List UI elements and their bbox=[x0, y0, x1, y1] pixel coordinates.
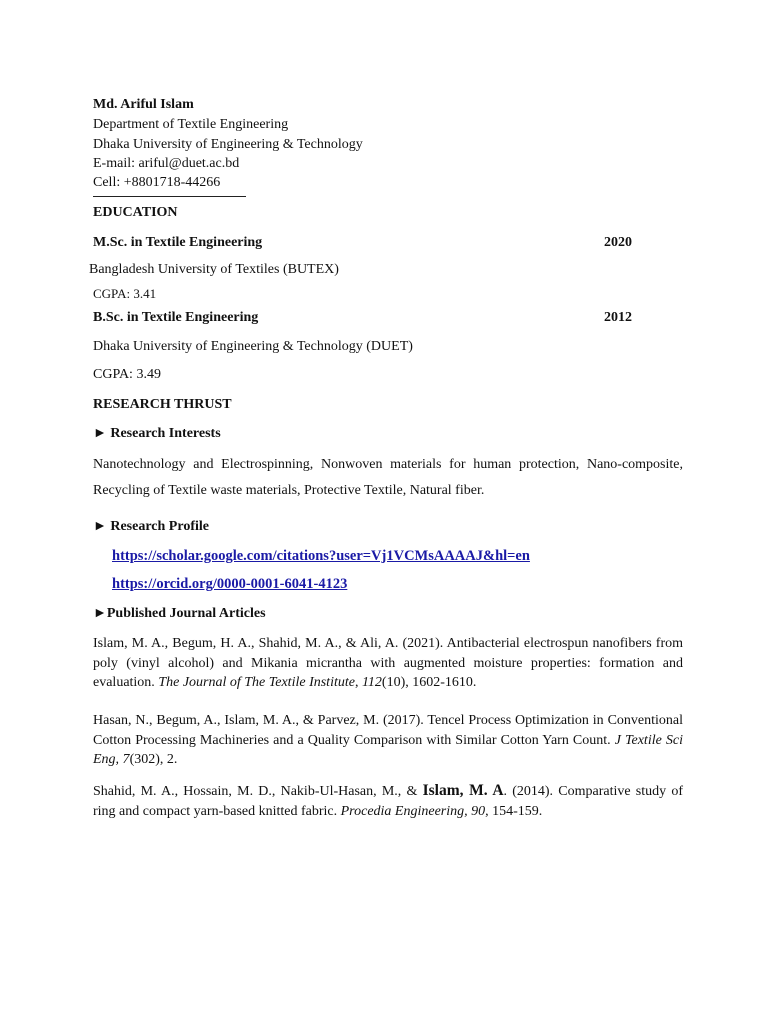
name-heading: Md. Ariful Islam bbox=[93, 97, 194, 112]
article-journal: The Journal of The Textile Institute bbox=[158, 675, 355, 690]
articles-heading: ►Published Journal Articles bbox=[93, 606, 266, 621]
research-profile-heading: ► Research Profile bbox=[93, 519, 209, 534]
university-text: Dhaka University of Engineering & Technology bbox=[93, 137, 363, 152]
article-journal: Procedia Engineering, 90 bbox=[340, 803, 486, 819]
article-pages: (302), 2. bbox=[129, 752, 178, 767]
article-entry bbox=[93, 634, 683, 693]
article-journal: J Textile Sci Eng, 7 bbox=[93, 732, 683, 767]
article-citation-rest: . (2014). Comparative study of ring and compact yarn-based knitted fabric. bbox=[93, 784, 683, 819]
orcid-link[interactable]: https://orcid.org/0000-0001-6041-4123 bbox=[112, 576, 348, 592]
department-text: Department of Textile Engineering bbox=[93, 117, 289, 132]
degree-year: 2012 bbox=[604, 310, 632, 325]
article-pages: (10), 1602-1610. bbox=[381, 675, 477, 690]
cell-text: Cell: +8801718-44266 bbox=[93, 175, 221, 190]
degree-cgpa: CGPA: 3.49 bbox=[93, 367, 161, 382]
degree-title: M.Sc. in Textile Engineering bbox=[93, 235, 263, 250]
research-interests-text: Nanotechnology and Electrospinning, Nonwoven materials for human protection, Nano-composite, Recycling of Textile waste materials, Protective Textile, Natural fiber. bbox=[93, 457, 683, 498]
article-citation: Islam, M. A., Begum, H. A., Shahid, M. A., & Ali, A. (2021). Antibacterial electrospun nanofibers from poly (vinyl alcohol) and Mikania micrantha with augmented moisture properties: formation and evaluation. bbox=[93, 636, 683, 690]
article-entry bbox=[93, 711, 683, 770]
article-citation: Hasan, N., Begum, A., Islam, M. A., & Parvez, M. (2017). Tencel Process Optimization in Conventional Cotton Processing Machineries and a Quality Comparison with Similar Cotton Yarn Count. bbox=[93, 713, 683, 748]
article-separator: , bbox=[354, 675, 362, 690]
degree-title: B.Sc. in Textile Engineering bbox=[93, 310, 259, 325]
divider-line bbox=[93, 196, 246, 197]
degree-institution: Bangladesh University of Textiles (BUTEX) bbox=[89, 262, 339, 277]
degree-cgpa: CGPA: 3.41 bbox=[93, 286, 157, 301]
degree-institution: Dhaka University of Engineering & Technology (DUET) bbox=[93, 339, 413, 354]
email-text: E-mail: ariful@duet.ac.bd bbox=[93, 156, 240, 171]
article-citation: Shahid, M. A., Hossain, M. D., Nakib-Ul-Hasan, M., & bbox=[93, 784, 423, 799]
research-interests-heading: ► Research Interests bbox=[93, 426, 221, 441]
google-scholar-link[interactable]: https://scholar.google.com/citations?user=Vj1VCMsAAAAJ&hl=en bbox=[112, 548, 530, 564]
article-highlighted-author: Islam, M. A bbox=[422, 782, 504, 799]
research-heading: RESEARCH THRUST bbox=[93, 397, 232, 412]
article-entry bbox=[93, 781, 683, 821]
degree-year: 2020 bbox=[604, 235, 632, 250]
article-volume: 112 bbox=[361, 675, 382, 690]
article-pages: , 154-159. bbox=[485, 803, 543, 819]
education-heading: EDUCATION bbox=[93, 205, 178, 220]
